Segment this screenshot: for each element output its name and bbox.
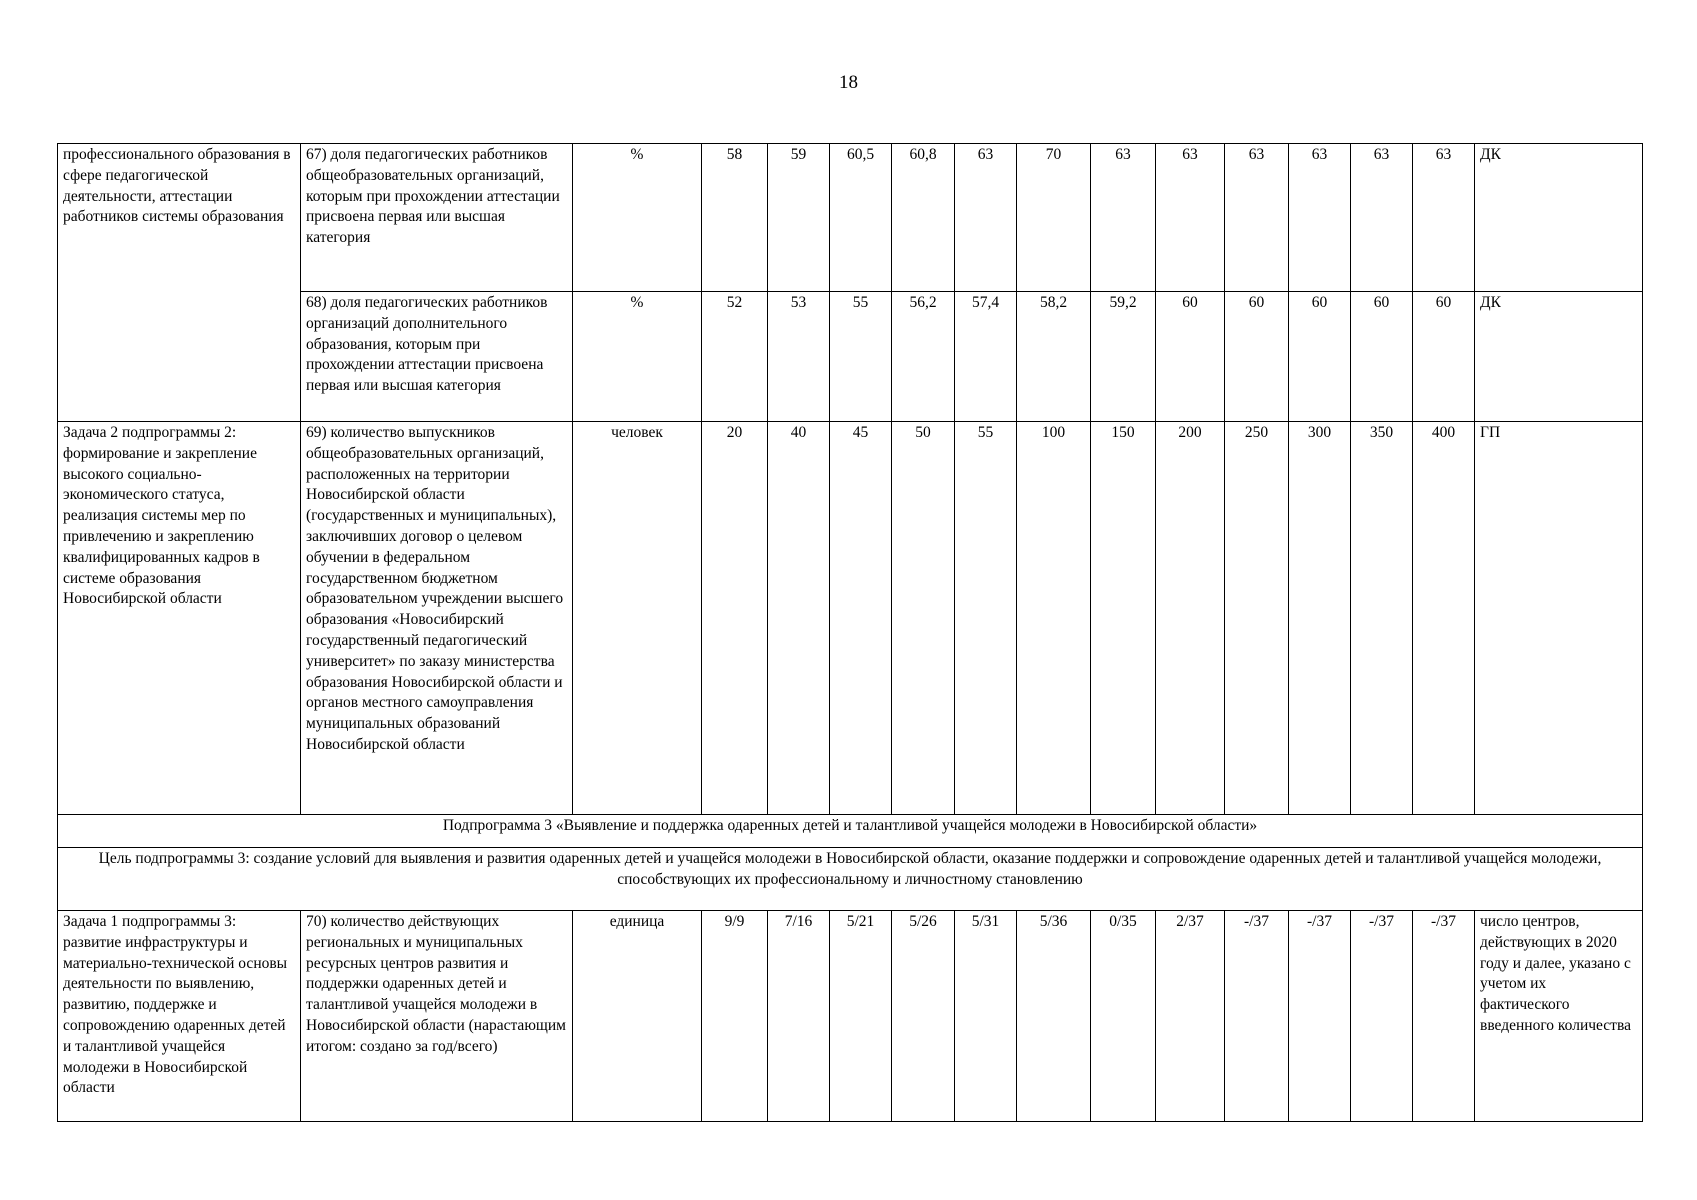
value-cell: 60 <box>1225 292 1289 422</box>
value-cell: 57,4 <box>955 292 1017 422</box>
value-cell: 63 <box>1091 144 1156 292</box>
subprogram-goal: Цель подпрограммы 3: создание условий для выявления и развития одаренных детей и учащейся молодежи в Новосибирской области, оказание поддержки и сопровождение одаренных детей и талантливой учащейся молодежи, способствующих их профессиональному и личностному становлению <box>58 848 1643 911</box>
value-cell: 60 <box>1413 292 1475 422</box>
indicator-cell: 68) доля педагогических работников организаций дополнительного образования, которым при прохождении аттестации присвоена первая или высшая категория <box>301 292 573 422</box>
value-cell: 55 <box>830 292 892 422</box>
value-cell: 63 <box>1289 144 1351 292</box>
unit-cell: единица <box>573 911 702 1122</box>
value-cell: 40 <box>768 422 830 815</box>
value-cell: 59 <box>768 144 830 292</box>
indicators-table <box>57 143 1643 1122</box>
note-cell: ДК <box>1475 292 1643 422</box>
value-cell: 150 <box>1091 422 1156 815</box>
note-cell: ГП <box>1475 422 1643 815</box>
value-cell: 60,5 <box>830 144 892 292</box>
value-cell: 20 <box>702 422 768 815</box>
value-cell: 2/37 <box>1156 911 1225 1122</box>
value-cell: 9/9 <box>702 911 768 1122</box>
value-cell: 63 <box>1413 144 1475 292</box>
note-cell: число центров, действующих в 2020 году и далее, указано с учетом их фактического введенного количества <box>1475 911 1643 1122</box>
value-cell: 70 <box>1017 144 1091 292</box>
unit-cell: человек <box>573 422 702 815</box>
value-cell: 100 <box>1017 422 1091 815</box>
value-cell: -/37 <box>1413 911 1475 1122</box>
value-cell: 300 <box>1289 422 1351 815</box>
unit-cell: % <box>573 292 702 422</box>
value-cell: 7/16 <box>768 911 830 1122</box>
value-cell: 350 <box>1351 422 1413 815</box>
value-cell: 5/21 <box>830 911 892 1122</box>
table-row <box>58 422 1643 815</box>
value-cell: 60,8 <box>892 144 955 292</box>
value-cell: 63 <box>1225 144 1289 292</box>
task-cell: Задача 1 подпрограммы 3: развитие инфраструктуры и материально-технической основы деятельности по выявлению, развитию, поддержке и сопровождению одаренных детей и талантливой учащейся молодежи в Новосибирской области <box>58 911 301 1122</box>
note-cell: ДК <box>1475 144 1643 292</box>
value-cell: 55 <box>955 422 1017 815</box>
indicator-cell: 67) доля педагогических работников общеобразовательных организаций, которым при прохождении аттестации присвоена первая или высшая категория <box>301 144 573 292</box>
task-cell: профессионального образования в сфере педагогической деятельности, аттестации работников системы образования <box>58 144 301 422</box>
value-cell: 5/31 <box>955 911 1017 1122</box>
value-cell: 45 <box>830 422 892 815</box>
value-cell: 58 <box>702 144 768 292</box>
value-cell: 5/26 <box>892 911 955 1122</box>
value-cell: -/37 <box>1225 911 1289 1122</box>
table-row <box>58 144 1643 292</box>
value-cell: 63 <box>1351 144 1413 292</box>
value-cell: 63 <box>1156 144 1225 292</box>
value-cell: 59,2 <box>1091 292 1156 422</box>
table-row <box>58 911 1643 1122</box>
indicator-cell: 69) количество выпускников общеобразовательных организаций, расположенных на территории Новосибирской области (государственных и муниципальных), заключивших договор о целевом обучении в федеральном государственном бюджетном образовательном учреждении высшего образования «Новосибирский государственный педагогический университет» по заказу министерства образования Новосибирской области и органов местного самоуправления муниципальных образований Новосибирской области <box>301 422 573 815</box>
value-cell: 50 <box>892 422 955 815</box>
table-row <box>58 815 1643 848</box>
value-cell: 52 <box>702 292 768 422</box>
subprogram-title: Подпрограмма 3 «Выявление и поддержка одаренных детей и талантливой учащейся молодежи в Новосибирской области» <box>58 815 1643 848</box>
value-cell: 58,2 <box>1017 292 1091 422</box>
value-cell: 250 <box>1225 422 1289 815</box>
value-cell: 56,2 <box>892 292 955 422</box>
table-row <box>58 848 1643 911</box>
value-cell: 60 <box>1289 292 1351 422</box>
value-cell: 5/36 <box>1017 911 1091 1122</box>
value-cell: 53 <box>768 292 830 422</box>
value-cell: 63 <box>955 144 1017 292</box>
value-cell: 400 <box>1413 422 1475 815</box>
value-cell: -/37 <box>1351 911 1413 1122</box>
task-cell: Задача 2 подпрограммы 2: формирование и закрепление высокого социально-экономического статуса, реализация системы мер по привлечению и закреплению квалифицированных кадров в системе образования Новосибирской области <box>58 422 301 815</box>
unit-cell: % <box>573 144 702 292</box>
value-cell: 200 <box>1156 422 1225 815</box>
value-cell: -/37 <box>1289 911 1351 1122</box>
value-cell: 60 <box>1156 292 1225 422</box>
page-number: 18 <box>839 72 858 93</box>
value-cell: 0/35 <box>1091 911 1156 1122</box>
indicator-cell: 70) количество действующих региональных и муниципальных ресурсных центров развития и поддержки одаренных детей и талантливой учащейся молодежи в Новосибирской области (нарастающим итогом: создано за год/всего) <box>301 911 573 1122</box>
value-cell: 60 <box>1351 292 1413 422</box>
